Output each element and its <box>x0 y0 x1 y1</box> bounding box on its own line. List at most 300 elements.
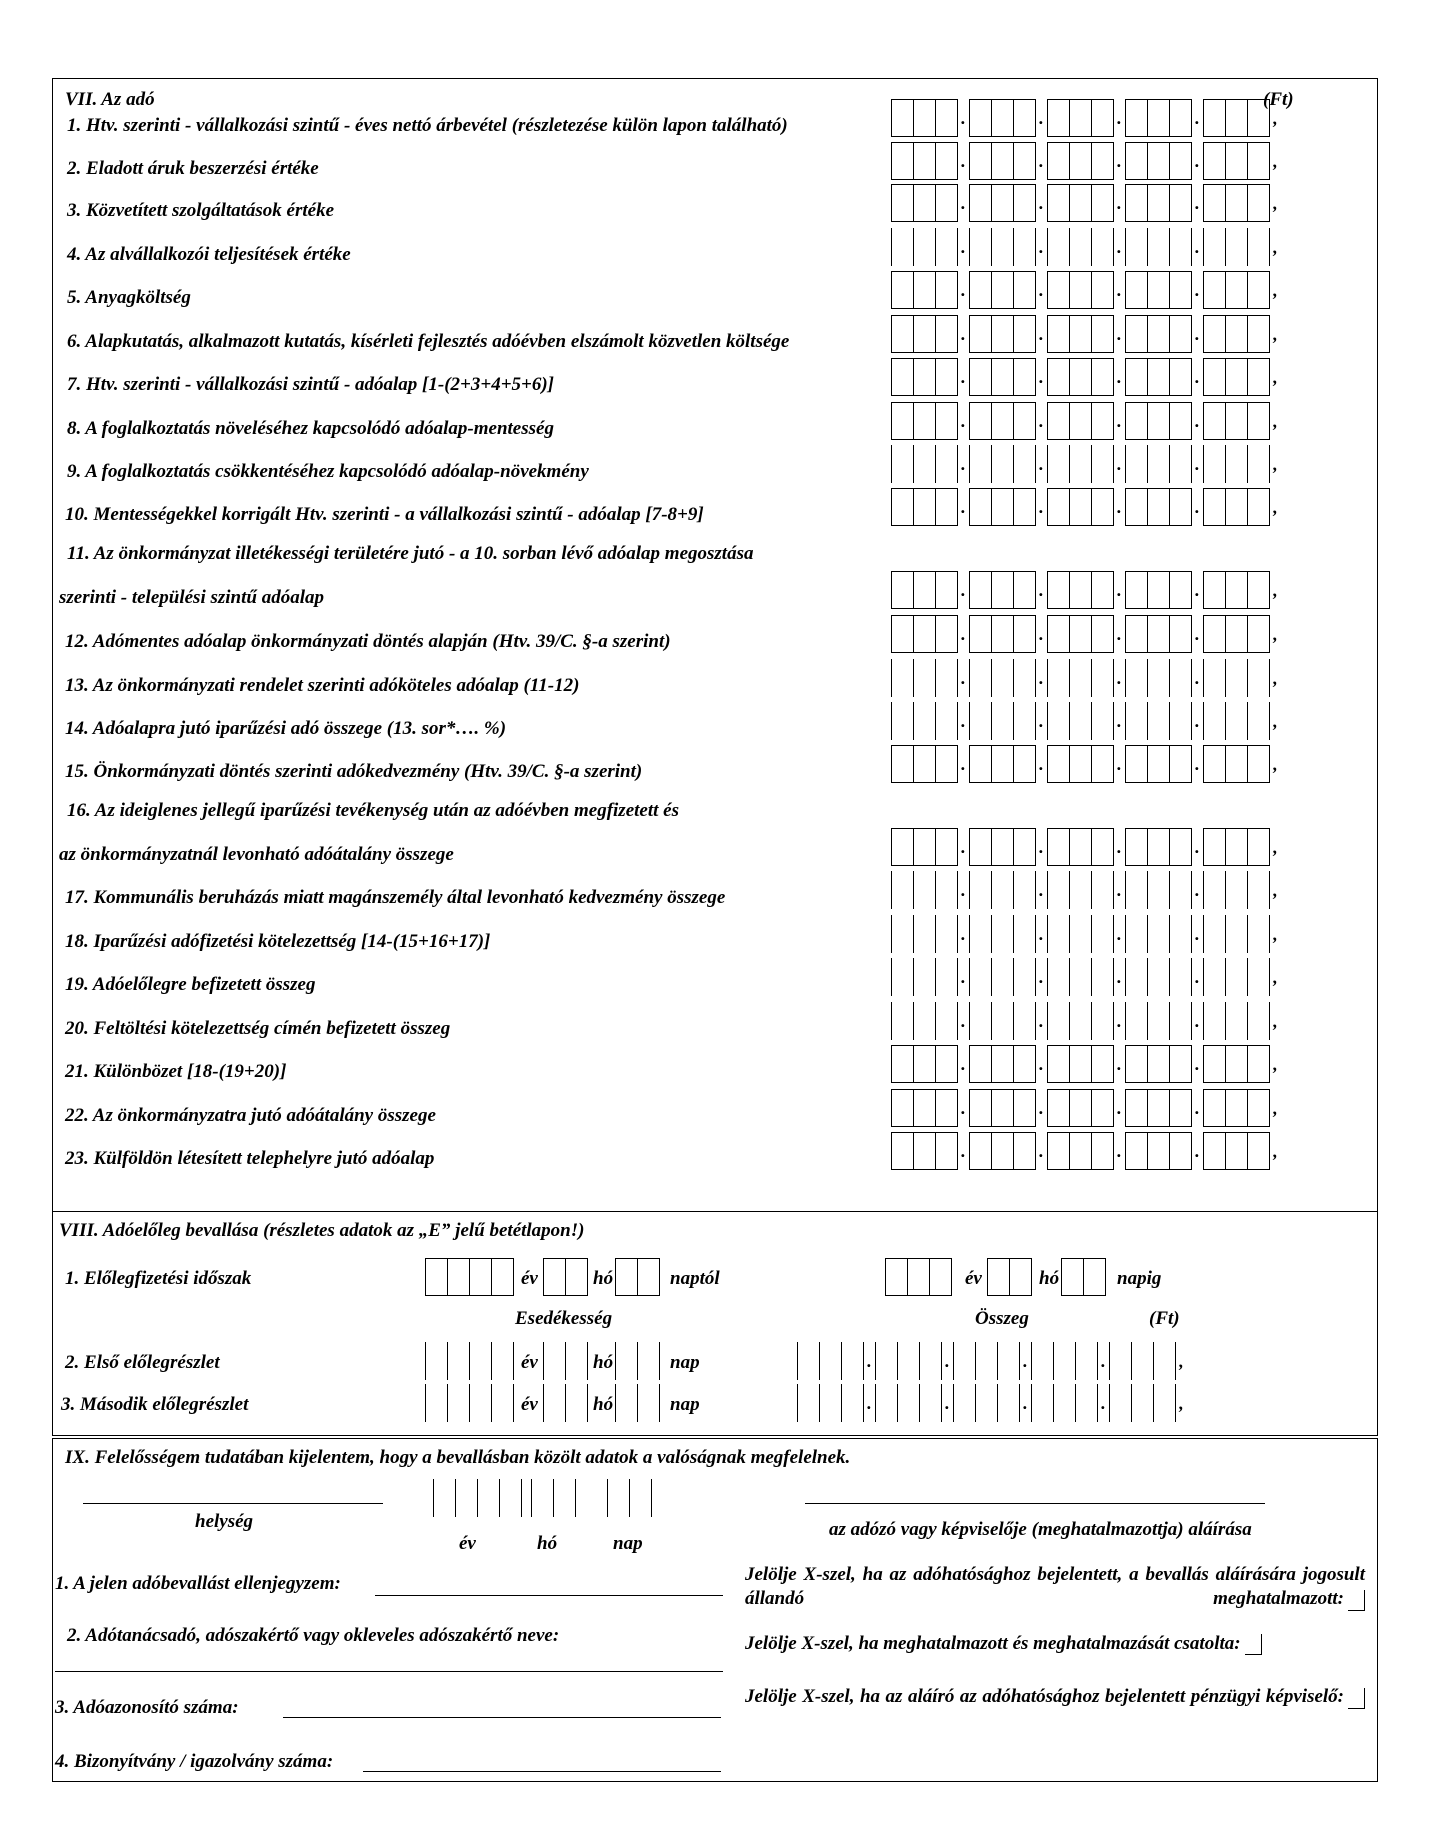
digit-cell[interactable] <box>1013 1090 1035 1126</box>
digit-cell[interactable] <box>891 1046 913 1082</box>
digit-cell[interactable] <box>491 1342 513 1380</box>
digit-cell[interactable] <box>935 359 957 395</box>
digit-cell[interactable] <box>991 1133 1013 1169</box>
digit-cell[interactable] <box>425 1384 447 1422</box>
digit-cell[interactable] <box>1247 746 1269 782</box>
digit-cell[interactable] <box>1225 272 1247 308</box>
digit-cell[interactable] <box>913 1133 935 1169</box>
digit-cell[interactable] <box>1147 100 1169 136</box>
digit-cell[interactable] <box>1053 1384 1075 1422</box>
digit-cell[interactable] <box>1125 871 1147 909</box>
digit-cell[interactable] <box>1203 185 1225 221</box>
digit-cell[interactable] <box>1247 958 1269 996</box>
amount-input[interactable] <box>891 1132 1281 1170</box>
digit-cell[interactable] <box>1013 316 1035 352</box>
digit-cell[interactable] <box>1169 143 1191 179</box>
digit-cell[interactable] <box>991 1002 1013 1040</box>
digit-cell[interactable] <box>1131 1342 1153 1380</box>
digit-cell[interactable] <box>1069 100 1091 136</box>
digit-cell[interactable] <box>1091 272 1113 308</box>
digit-cell[interactable] <box>935 1133 957 1169</box>
amount-input[interactable] <box>891 871 1281 909</box>
certificate-number-field[interactable] <box>363 1771 721 1772</box>
digit-cell[interactable] <box>935 228 957 266</box>
digit-cell[interactable] <box>913 1046 935 1082</box>
amount-input[interactable] <box>891 1045 1281 1083</box>
digit-cell[interactable] <box>1091 659 1113 697</box>
digit-cell[interactable] <box>565 1384 587 1422</box>
due-year-input[interactable] <box>425 1384 514 1422</box>
due-month-input[interactable] <box>543 1384 588 1422</box>
amount-input[interactable] <box>891 1002 1281 1040</box>
digit-cell[interactable] <box>1247 228 1269 266</box>
digit-cell[interactable] <box>1047 403 1069 439</box>
digit-cell[interactable] <box>1147 228 1169 266</box>
digit-cell[interactable] <box>1047 1002 1069 1040</box>
digit-cell[interactable] <box>935 185 957 221</box>
digit-cell[interactable] <box>919 1342 941 1380</box>
digit-cell[interactable] <box>1203 359 1225 395</box>
digit-cell[interactable] <box>1125 1046 1147 1082</box>
digit-cell[interactable] <box>1169 316 1191 352</box>
digit-cell[interactable] <box>1091 228 1113 266</box>
amount-input[interactable] <box>891 702 1281 740</box>
digit-cell[interactable] <box>991 746 1013 782</box>
digit-cell[interactable] <box>1131 1384 1153 1422</box>
digit-cell[interactable] <box>935 403 957 439</box>
digit-cell[interactable] <box>891 958 913 996</box>
digit-cell[interactable] <box>935 1090 957 1126</box>
digit-cell[interactable] <box>969 702 991 740</box>
digit-cell[interactable] <box>1091 1133 1113 1169</box>
digit-cell[interactable] <box>1047 659 1069 697</box>
digit-cell[interactable] <box>913 143 935 179</box>
digit-cell[interactable] <box>1225 100 1247 136</box>
digit-cell[interactable] <box>969 185 991 221</box>
digit-cell[interactable] <box>991 143 1013 179</box>
digit-cell[interactable] <box>991 659 1013 697</box>
digit-cell[interactable] <box>1169 1133 1191 1169</box>
digit-cell[interactable] <box>637 1342 659 1380</box>
digit-cell[interactable] <box>1147 359 1169 395</box>
digit-cell[interactable] <box>1225 572 1247 608</box>
digit-cell[interactable] <box>1069 272 1091 308</box>
digit-cell[interactable] <box>1031 1384 1053 1422</box>
digit-cell[interactable] <box>991 228 1013 266</box>
digit-cell[interactable] <box>1125 316 1147 352</box>
digit-cell[interactable] <box>1147 316 1169 352</box>
digit-cell[interactable] <box>1169 958 1191 996</box>
digit-cell[interactable] <box>913 403 935 439</box>
countersign-field[interactable] <box>375 1595 723 1596</box>
digit-cell[interactable] <box>1047 746 1069 782</box>
amount-input[interactable] <box>891 659 1281 697</box>
digit-cell[interactable] <box>615 1384 637 1422</box>
digit-cell[interactable] <box>1047 1133 1069 1169</box>
digit-cell[interactable] <box>1225 659 1247 697</box>
digit-cell[interactable] <box>1203 1002 1225 1040</box>
digit-cell[interactable] <box>1247 489 1269 525</box>
due-day-input[interactable] <box>615 1342 660 1380</box>
digit-cell[interactable] <box>1013 1133 1035 1169</box>
digit-cell[interactable] <box>875 1342 897 1380</box>
digit-cell[interactable] <box>1169 489 1191 525</box>
digit-cell[interactable] <box>1125 100 1147 136</box>
digit-cell[interactable] <box>1147 746 1169 782</box>
digit-cell[interactable] <box>1247 871 1269 909</box>
digit-cell[interactable] <box>1069 829 1091 865</box>
digit-cell[interactable] <box>1147 958 1169 996</box>
digit-cell[interactable] <box>1069 572 1091 608</box>
digit-cell[interactable] <box>1125 616 1147 652</box>
digit-cell[interactable] <box>1047 616 1069 652</box>
digit-cell[interactable] <box>1125 915 1147 953</box>
digit-cell[interactable] <box>1069 746 1091 782</box>
digit-cell[interactable] <box>1125 746 1147 782</box>
digit-cell[interactable] <box>1069 616 1091 652</box>
digit-cell[interactable] <box>1147 1046 1169 1082</box>
digit-cell[interactable] <box>637 1384 659 1422</box>
digit-cell[interactable] <box>1069 871 1091 909</box>
digit-cell[interactable] <box>913 616 935 652</box>
amount-input[interactable] <box>891 571 1281 609</box>
digit-cell[interactable] <box>1125 1133 1147 1169</box>
digit-cell[interactable] <box>1125 659 1147 697</box>
digit-cell[interactable] <box>1091 616 1113 652</box>
advisor-name-field[interactable] <box>55 1671 723 1672</box>
digit-cell[interactable] <box>935 958 957 996</box>
digit-cell[interactable] <box>935 272 957 308</box>
amount-input[interactable] <box>891 358 1281 396</box>
digit-cell[interactable] <box>891 1002 913 1040</box>
amount-input[interactable] <box>891 402 1281 440</box>
digit-cell[interactable] <box>1203 489 1225 525</box>
digit-cell[interactable] <box>1069 1133 1091 1169</box>
digit-cell[interactable] <box>1047 489 1069 525</box>
digit-cell[interactable] <box>991 185 1013 221</box>
digit-cell[interactable] <box>913 489 935 525</box>
digit-cell[interactable] <box>891 403 913 439</box>
digit-cell[interactable] <box>1047 702 1069 740</box>
digit-cell[interactable] <box>1169 871 1191 909</box>
digit-cell[interactable] <box>1147 445 1169 483</box>
digit-cell[interactable] <box>819 1342 841 1380</box>
digit-cell[interactable] <box>1069 403 1091 439</box>
digit-cell[interactable] <box>1091 746 1113 782</box>
digit-cell[interactable] <box>1013 489 1035 525</box>
digit-cell[interactable] <box>1047 143 1069 179</box>
digit-cell[interactable] <box>935 746 957 782</box>
digit-cell[interactable] <box>1013 403 1035 439</box>
amount-input[interactable] <box>891 958 1281 996</box>
digit-cell[interactable] <box>1247 445 1269 483</box>
digit-cell[interactable] <box>1169 702 1191 740</box>
digit-cell[interactable] <box>991 403 1013 439</box>
signature-field[interactable] <box>805 1503 1265 1504</box>
digit-cell[interactable] <box>1203 1046 1225 1082</box>
digit-cell[interactable] <box>1247 359 1269 395</box>
digit-cell[interactable] <box>891 572 913 608</box>
digit-cell[interactable] <box>1203 746 1225 782</box>
digit-cell[interactable] <box>1109 1342 1131 1380</box>
digit-cell[interactable] <box>797 1342 819 1380</box>
digit-cell[interactable] <box>913 829 935 865</box>
digit-cell[interactable] <box>1075 1384 1097 1422</box>
digit-cell[interactable] <box>1125 228 1147 266</box>
digit-cell[interactable] <box>935 829 957 865</box>
proxy-attached-checkbox[interactable] <box>1245 1634 1262 1655</box>
digit-cell[interactable] <box>935 489 957 525</box>
digit-cell[interactable] <box>1247 272 1269 308</box>
digit-cell[interactable] <box>875 1384 897 1422</box>
digit-cell[interactable] <box>913 100 935 136</box>
digit-cell[interactable] <box>1225 1046 1247 1082</box>
digit-cell[interactable] <box>1203 143 1225 179</box>
amount-input[interactable] <box>891 184 1281 222</box>
digit-cell[interactable] <box>1091 316 1113 352</box>
digit-cell[interactable] <box>1125 489 1147 525</box>
digit-cell[interactable] <box>991 572 1013 608</box>
digit-cell[interactable] <box>1147 616 1169 652</box>
digit-cell[interactable] <box>1153 1384 1175 1422</box>
digit-cell[interactable] <box>1169 616 1191 652</box>
digit-cell[interactable] <box>1203 702 1225 740</box>
digit-cell[interactable] <box>1091 1090 1113 1126</box>
digit-cell[interactable] <box>1013 272 1035 308</box>
digit-cell[interactable] <box>1109 1384 1131 1422</box>
digit-cell[interactable] <box>969 1133 991 1169</box>
digit-cell[interactable] <box>891 616 913 652</box>
digit-cell[interactable] <box>1225 228 1247 266</box>
installment-amount-input[interactable] <box>797 1342 1187 1380</box>
digit-cell[interactable] <box>1075 1342 1097 1380</box>
digit-cell[interactable] <box>997 1342 1019 1380</box>
digit-cell[interactable] <box>1125 185 1147 221</box>
digit-cell[interactable] <box>1147 489 1169 525</box>
digit-cell[interactable] <box>1203 958 1225 996</box>
digit-cell[interactable] <box>935 915 957 953</box>
digit-cell[interactable] <box>969 616 991 652</box>
digit-cell[interactable] <box>953 1384 975 1422</box>
digit-cell[interactable] <box>1091 702 1113 740</box>
amount-input[interactable] <box>891 315 1281 353</box>
amount-input[interactable] <box>891 615 1281 653</box>
digit-cell[interactable] <box>1013 915 1035 953</box>
digit-cell[interactable] <box>913 1002 935 1040</box>
digit-cell[interactable] <box>841 1342 863 1380</box>
digit-cell[interactable] <box>991 100 1013 136</box>
digit-cell[interactable] <box>469 1384 491 1422</box>
digit-cell[interactable] <box>1169 272 1191 308</box>
digit-cell[interactable] <box>1091 489 1113 525</box>
digit-cell[interactable] <box>969 915 991 953</box>
digit-cell[interactable] <box>969 359 991 395</box>
digit-cell[interactable] <box>1169 829 1191 865</box>
digit-cell[interactable] <box>1047 871 1069 909</box>
digit-cell[interactable] <box>969 958 991 996</box>
digit-cell[interactable] <box>913 228 935 266</box>
digit-cell[interactable] <box>1247 185 1269 221</box>
digit-cell[interactable] <box>1169 659 1191 697</box>
digit-cell[interactable] <box>1047 359 1069 395</box>
digit-cell[interactable] <box>1147 829 1169 865</box>
period-to-day-input[interactable] <box>1061 1258 1106 1296</box>
digit-cell[interactable] <box>1147 185 1169 221</box>
digit-cell[interactable] <box>913 185 935 221</box>
digit-cell[interactable] <box>919 1384 941 1422</box>
digit-cell[interactable] <box>1069 359 1091 395</box>
digit-cell[interactable] <box>1169 1090 1191 1126</box>
digit-cell[interactable] <box>1013 659 1035 697</box>
digit-cell[interactable] <box>991 871 1013 909</box>
installment-amount-input[interactable] <box>797 1384 1187 1422</box>
digit-cell[interactable] <box>913 572 935 608</box>
digit-cell[interactable] <box>991 702 1013 740</box>
digit-cell[interactable] <box>1203 228 1225 266</box>
digit-cell[interactable] <box>969 228 991 266</box>
digit-cell[interactable] <box>1091 1046 1113 1082</box>
digit-cell[interactable] <box>1013 143 1035 179</box>
digit-cell[interactable] <box>913 871 935 909</box>
digit-cell[interactable] <box>969 746 991 782</box>
digit-cell[interactable] <box>1203 616 1225 652</box>
digit-cell[interactable] <box>1225 829 1247 865</box>
amount-input[interactable] <box>891 99 1281 137</box>
digit-cell[interactable] <box>1069 1090 1091 1126</box>
digit-cell[interactable] <box>1069 702 1091 740</box>
digit-cell[interactable] <box>969 489 991 525</box>
digit-cell[interactable] <box>1091 1002 1113 1040</box>
digit-cell[interactable] <box>1125 403 1147 439</box>
digit-cell[interactable] <box>935 1046 957 1082</box>
digit-cell[interactable] <box>1147 403 1169 439</box>
digit-cell[interactable] <box>891 1090 913 1126</box>
digit-cell[interactable] <box>1169 403 1191 439</box>
digit-cell[interactable] <box>1013 616 1035 652</box>
digit-cell[interactable] <box>1147 915 1169 953</box>
digit-cell[interactable] <box>1069 185 1091 221</box>
digit-cell[interactable] <box>897 1342 919 1380</box>
digit-cell[interactable] <box>1125 702 1147 740</box>
digit-cell[interactable] <box>1013 359 1035 395</box>
digit-cell[interactable] <box>969 572 991 608</box>
digit-cell[interactable] <box>1091 100 1113 136</box>
digit-cell[interactable] <box>1069 316 1091 352</box>
digit-cell[interactable] <box>1013 100 1035 136</box>
digit-cell[interactable] <box>1125 1090 1147 1126</box>
tax-id-field[interactable] <box>283 1717 721 1718</box>
digit-cell[interactable] <box>1125 1002 1147 1040</box>
digit-cell[interactable] <box>891 659 913 697</box>
digit-cell[interactable] <box>1147 702 1169 740</box>
digit-cell[interactable] <box>935 616 957 652</box>
digit-cell[interactable] <box>543 1342 565 1380</box>
digit-cell[interactable] <box>1169 185 1191 221</box>
sign-year-input[interactable] <box>433 1479 522 1517</box>
digit-cell[interactable] <box>1225 746 1247 782</box>
digit-cell[interactable] <box>1047 445 1069 483</box>
digit-cell[interactable] <box>969 1002 991 1040</box>
digit-cell[interactable] <box>891 228 913 266</box>
digit-cell[interactable] <box>1169 1002 1191 1040</box>
digit-cell[interactable] <box>1225 616 1247 652</box>
digit-cell[interactable] <box>891 1133 913 1169</box>
digit-cell[interactable] <box>565 1342 587 1380</box>
amount-input[interactable] <box>891 828 1281 866</box>
digit-cell[interactable] <box>1203 572 1225 608</box>
digit-cell[interactable] <box>1053 1342 1075 1380</box>
digit-cell[interactable] <box>891 871 913 909</box>
period-to-month-input[interactable] <box>987 1258 1032 1296</box>
digit-cell[interactable] <box>1069 1046 1091 1082</box>
amount-input[interactable] <box>891 271 1281 309</box>
digit-cell[interactable] <box>1013 746 1035 782</box>
digit-cell[interactable] <box>1225 958 1247 996</box>
digit-cell[interactable] <box>969 871 991 909</box>
digit-cell[interactable] <box>1013 958 1035 996</box>
digit-cell[interactable] <box>1047 915 1069 953</box>
digit-cell[interactable] <box>1169 572 1191 608</box>
digit-cell[interactable] <box>891 185 913 221</box>
digit-cell[interactable] <box>1013 185 1035 221</box>
digit-cell[interactable] <box>913 1090 935 1126</box>
digit-cell[interactable] <box>1203 316 1225 352</box>
digit-cell[interactable] <box>1125 445 1147 483</box>
digit-cell[interactable] <box>891 100 913 136</box>
digit-cell[interactable] <box>1013 702 1035 740</box>
period-from-month-input[interactable] <box>543 1258 588 1296</box>
period-from-day-input[interactable] <box>615 1258 660 1296</box>
digit-cell[interactable] <box>891 702 913 740</box>
digit-cell[interactable] <box>1225 359 1247 395</box>
digit-cell[interactable] <box>913 359 935 395</box>
digit-cell[interactable] <box>1169 746 1191 782</box>
digit-cell[interactable] <box>1225 403 1247 439</box>
digit-cell[interactable] <box>1225 185 1247 221</box>
amount-input[interactable] <box>891 142 1281 180</box>
digit-cell[interactable] <box>1147 1133 1169 1169</box>
digit-cell[interactable] <box>997 1384 1019 1422</box>
digit-cell[interactable] <box>447 1384 469 1422</box>
sign-day-input[interactable] <box>607 1479 652 1517</box>
amount-input[interactable] <box>891 915 1281 953</box>
digit-cell[interactable] <box>1203 659 1225 697</box>
digit-cell[interactable] <box>991 1046 1013 1082</box>
digit-cell[interactable] <box>1125 359 1147 395</box>
digit-cell[interactable] <box>1247 1046 1269 1082</box>
digit-cell[interactable] <box>935 702 957 740</box>
digit-cell[interactable] <box>1091 915 1113 953</box>
digit-cell[interactable] <box>1125 143 1147 179</box>
digit-cell[interactable] <box>1091 871 1113 909</box>
digit-cell[interactable] <box>1203 272 1225 308</box>
digit-cell[interactable] <box>1225 445 1247 483</box>
digit-cell[interactable] <box>935 1002 957 1040</box>
digit-cell[interactable] <box>1047 829 1069 865</box>
digit-cell[interactable] <box>1069 915 1091 953</box>
digit-cell[interactable] <box>1225 871 1247 909</box>
due-day-input[interactable] <box>615 1384 660 1422</box>
digit-cell[interactable] <box>1047 572 1069 608</box>
period-to-year-input[interactable] <box>885 1258 952 1296</box>
digit-cell[interactable] <box>1091 185 1113 221</box>
digit-cell[interactable] <box>1069 1002 1091 1040</box>
digit-cell[interactable] <box>1047 185 1069 221</box>
digit-cell[interactable] <box>913 915 935 953</box>
digit-cell[interactable] <box>991 616 1013 652</box>
digit-cell[interactable] <box>1147 871 1169 909</box>
digit-cell[interactable] <box>1169 1046 1191 1082</box>
